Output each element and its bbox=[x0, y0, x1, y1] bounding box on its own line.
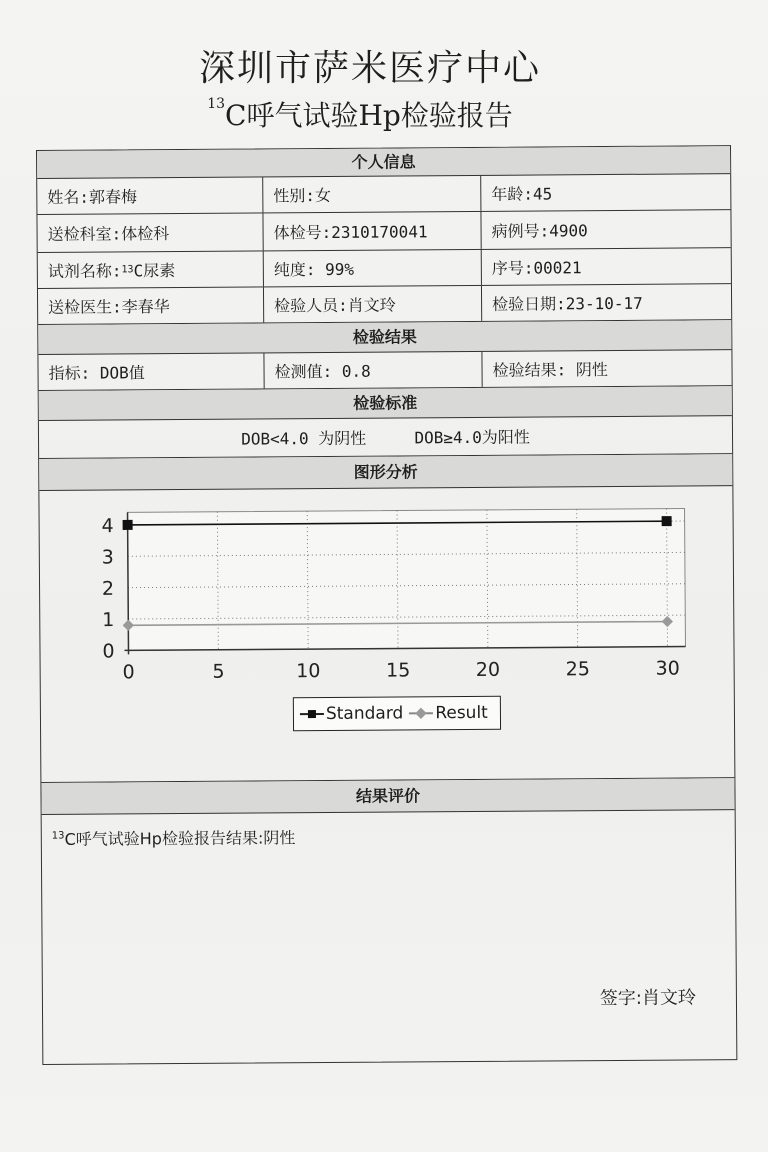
reagent-superscript: 13 bbox=[121, 264, 134, 276]
signature: 签字:肖文玲 bbox=[599, 987, 697, 1010]
result-row bbox=[38, 350, 731, 391]
evaluation-text bbox=[52, 825, 296, 850]
personal-row-1 bbox=[37, 174, 730, 215]
x-tick-label: 20 bbox=[475, 658, 501, 681]
department: 送检科室:体检科 bbox=[37, 213, 263, 252]
inspector: 检验人员:肖文玲 bbox=[264, 286, 482, 323]
data-point-standard bbox=[662, 516, 672, 526]
x-tick-label: 25 bbox=[565, 658, 591, 681]
report-subtitle-text: C呼气试验Hp检验报告 bbox=[225, 99, 513, 132]
y-tick-label: 2 bbox=[101, 577, 115, 600]
legend-result-label: Result bbox=[435, 702, 488, 724]
y-tick-label: 3 bbox=[101, 546, 114, 569]
organization-title: 深圳市萨米医疗中心 bbox=[198, 48, 541, 89]
y-tick-label: 0 bbox=[102, 640, 115, 663]
legend-standard-marker bbox=[300, 708, 324, 720]
legend-standard bbox=[300, 703, 403, 724]
x-tick-label: 0 bbox=[122, 661, 135, 684]
legend-result-marker bbox=[409, 707, 433, 719]
evaluation-superscript: 13 bbox=[51, 830, 65, 842]
result-index: 指标: DOB值 bbox=[38, 353, 264, 390]
personal-row-2 bbox=[37, 210, 730, 253]
standard-row bbox=[39, 416, 732, 459]
serial-number: 序号:00021 bbox=[491, 258, 582, 278]
y-tick-label: 4 bbox=[101, 515, 114, 538]
reagent-value: C尿素 bbox=[133, 261, 176, 281]
evaluation-text-content: C呼气试验Hp检验报告结果:阴性 bbox=[64, 828, 296, 849]
reagent-label: 试剂名称: bbox=[47, 261, 122, 281]
legend-result bbox=[409, 703, 488, 724]
patient-gender: 性别:女 bbox=[263, 176, 481, 213]
x-tick-label: 15 bbox=[385, 659, 411, 682]
report-table bbox=[36, 145, 737, 1065]
chart-legend bbox=[293, 696, 501, 731]
reagent-name bbox=[38, 251, 264, 288]
section-evaluation: 结果评价 bbox=[41, 778, 734, 815]
personal-row-3 bbox=[38, 248, 731, 289]
evaluation-body bbox=[42, 810, 737, 1064]
x-tick-label: 30 bbox=[655, 657, 680, 680]
patient-age: 年龄:45 bbox=[491, 184, 553, 204]
legend-standard-label: Standard bbox=[325, 703, 404, 724]
exam-date: 检验日期:23-10-17 bbox=[492, 293, 643, 314]
x-tick-label: 10 bbox=[296, 660, 321, 683]
y-tick-label: 1 bbox=[102, 609, 115, 632]
standard-text: DOB<4.0 为阴性 DOB≥4.0为阳性 bbox=[241, 427, 530, 449]
section-test-result: 检验结果 bbox=[38, 320, 731, 355]
referring-doctor: 送检医生:李春华 bbox=[38, 287, 264, 324]
chart-area bbox=[39, 486, 734, 783]
y-axis bbox=[128, 512, 129, 654]
plot-area bbox=[128, 508, 686, 650]
section-personal-info: 个人信息 bbox=[37, 146, 730, 179]
x-tick-label: 5 bbox=[212, 660, 225, 683]
result-value: 检测值: 0.8 bbox=[264, 352, 482, 389]
dob-chart bbox=[39, 486, 733, 699]
exam-number: 体检号:2310170041 bbox=[263, 212, 481, 251]
purity: 纯度: 99% bbox=[264, 250, 482, 287]
section-chart-analysis: 图形分析 bbox=[39, 454, 732, 491]
result-outcome: 检验结果: 阴性 bbox=[492, 360, 608, 380]
report-subtitle bbox=[0, 94, 720, 134]
isotope-superscript: 13 bbox=[207, 96, 226, 112]
case-number: 病例号:4900 bbox=[491, 221, 588, 241]
data-point-standard bbox=[123, 520, 133, 530]
section-test-standard: 检验标准 bbox=[39, 386, 732, 421]
patient-name: 姓名:郭春梅 bbox=[37, 177, 263, 214]
personal-row-4 bbox=[38, 284, 731, 325]
